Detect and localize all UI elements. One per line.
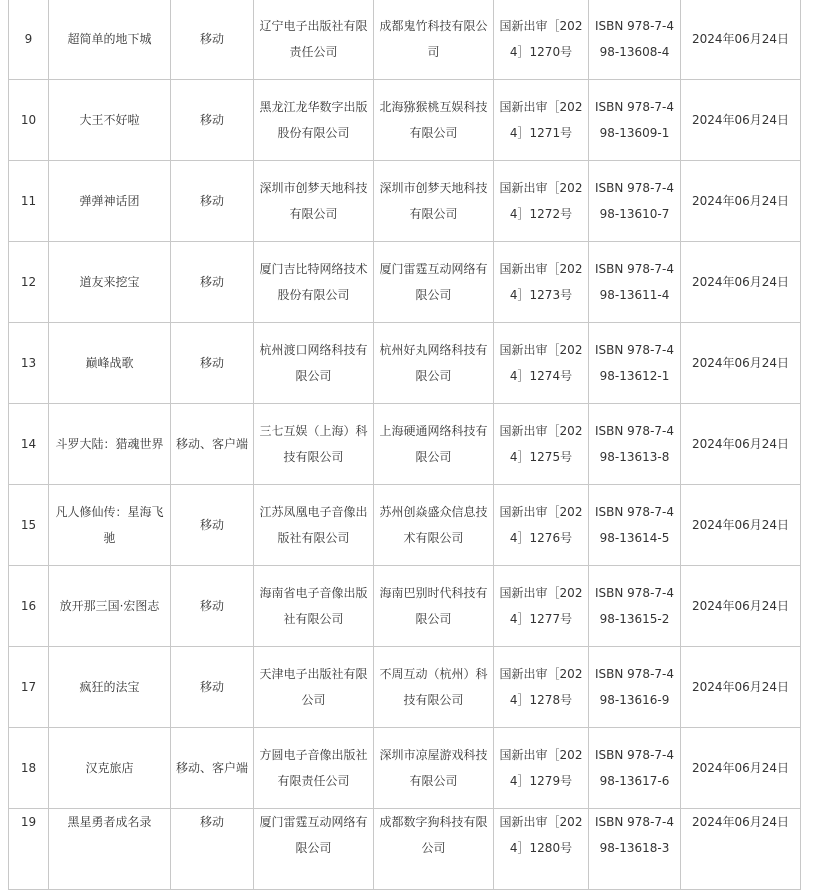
cell-category: 移动 [171,485,254,566]
cell-approval-no: 国新出审［2024］1280号 [494,809,589,890]
table-body [9,0,801,890]
cell-isbn: ISBN 978-7-498-13618-3 [589,809,681,890]
cell-publisher: 方圆电子音像出版社有限责任公司 [254,728,374,809]
cell-approval-no: 国新出审［2024］1270号 [494,0,589,80]
cell-category: 移动 [171,809,254,890]
cell-date: 2024年06月24日 [681,323,801,404]
table-row [9,242,801,323]
cell-date: 2024年06月24日 [681,728,801,809]
table-row [9,566,801,647]
cell-category: 移动 [171,242,254,323]
cell-isbn: ISBN 978-7-498-13615-2 [589,566,681,647]
cell-no: 13 [9,323,49,404]
cell-category: 移动、客户端 [171,404,254,485]
cell-operator: 成都数字狗科技有限公司 [374,809,494,890]
cell-game-name: 道友来挖宝 [49,242,171,323]
cell-game-name: 放开那三国·宏图志 [49,566,171,647]
table-row [9,809,801,890]
cell-operator: 成都鬼竹科技有限公司 [374,0,494,80]
cell-approval-no: 国新出审［2024］1277号 [494,566,589,647]
cell-game-name: 巅峰战歌 [49,323,171,404]
cell-no: 19 [9,809,49,890]
cell-isbn: ISBN 978-7-498-13614-5 [589,485,681,566]
table-row [9,0,801,80]
cell-no: 9 [9,0,49,80]
cell-game-name: 大王不好啦 [49,80,171,161]
table-row [9,161,801,242]
cell-publisher: 厦门雷霆互动网络有限公司 [254,809,374,890]
cell-category: 移动 [171,566,254,647]
cell-game-name: 疯狂的法宝 [49,647,171,728]
cell-publisher: 杭州渡口网络科技有限公司 [254,323,374,404]
table-row [9,728,801,809]
cell-date: 2024年06月24日 [681,80,801,161]
cell-category: 移动 [171,0,254,80]
cell-category: 移动 [171,323,254,404]
table-row [9,647,801,728]
cell-operator: 深圳市创梦天地科技有限公司 [374,161,494,242]
cell-isbn: ISBN 978-7-498-13617-6 [589,728,681,809]
cell-isbn: ISBN 978-7-498-13610-7 [589,161,681,242]
table-row [9,485,801,566]
cell-publisher: 三七互娱（上海）科技有限公司 [254,404,374,485]
cell-category: 移动、客户端 [171,728,254,809]
cell-publisher: 深圳市创梦天地科技有限公司 [254,161,374,242]
cell-operator: 北海猕猴桃互娱科技有限公司 [374,80,494,161]
table-row [9,404,801,485]
cell-isbn: ISBN 978-7-498-13609-1 [589,80,681,161]
cell-publisher: 辽宁电子出版社有限责任公司 [254,0,374,80]
cell-publisher: 江苏凤凰电子音像出版社有限公司 [254,485,374,566]
cell-game-name: 汉克旅店 [49,728,171,809]
cell-category: 移动 [171,80,254,161]
cell-no: 12 [9,242,49,323]
cell-isbn: ISBN 978-7-498-13613-8 [589,404,681,485]
approval-table [8,0,801,890]
cell-game-name: 超简单的地下城 [49,0,171,80]
cell-approval-no: 国新出审［2024］1274号 [494,323,589,404]
cell-approval-no: 国新出审［2024］1279号 [494,728,589,809]
cell-operator: 上海硬通网络科技有限公司 [374,404,494,485]
cell-operator: 厦门雷霆互动网络有限公司 [374,242,494,323]
cell-game-name: 弹弹神话团 [49,161,171,242]
cell-publisher: 厦门吉比特网络技术股份有限公司 [254,242,374,323]
cell-no: 10 [9,80,49,161]
cell-approval-no: 国新出审［2024］1271号 [494,80,589,161]
cell-no: 14 [9,404,49,485]
cell-publisher: 黑龙江龙华数字出版股份有限公司 [254,80,374,161]
cell-operator: 海南巴别时代科技有限公司 [374,566,494,647]
cell-game-name: 黑星勇者成名录 [49,809,171,890]
cell-date: 2024年06月24日 [681,0,801,80]
cell-publisher: 天津电子出版社有限公司 [254,647,374,728]
cell-isbn: ISBN 978-7-498-13616-9 [589,647,681,728]
cell-category: 移动 [171,647,254,728]
cell-no: 11 [9,161,49,242]
cell-operator: 深圳市凉屋游戏科技有限公司 [374,728,494,809]
cell-date: 2024年06月24日 [681,809,801,890]
cell-approval-no: 国新出审［2024］1275号 [494,404,589,485]
cell-category: 移动 [171,161,254,242]
cell-approval-no: 国新出审［2024］1272号 [494,161,589,242]
cell-isbn: ISBN 978-7-498-13611-4 [589,242,681,323]
cell-date: 2024年06月24日 [681,161,801,242]
table-row [9,80,801,161]
cell-publisher: 海南省电子音像出版社有限公司 [254,566,374,647]
cell-no: 18 [9,728,49,809]
cell-approval-no: 国新出审［2024］1276号 [494,485,589,566]
cell-no: 17 [9,647,49,728]
cell-isbn: ISBN 978-7-498-13608-4 [589,0,681,80]
cell-game-name: 斗罗大陆：猎魂世界 [49,404,171,485]
cell-approval-no: 国新出审［2024］1273号 [494,242,589,323]
cell-operator: 苏州创焱盛众信息技术有限公司 [374,485,494,566]
table-row [9,323,801,404]
cell-date: 2024年06月24日 [681,242,801,323]
cell-date: 2024年06月24日 [681,404,801,485]
cell-isbn: ISBN 978-7-498-13612-1 [589,323,681,404]
cell-operator: 不周互动（杭州）科技有限公司 [374,647,494,728]
cell-date: 2024年06月24日 [681,485,801,566]
cell-operator: 杭州好丸网络科技有限公司 [374,323,494,404]
cell-game-name: 凡人修仙传：星海飞驰 [49,485,171,566]
cell-no: 15 [9,485,49,566]
cell-date: 2024年06月24日 [681,566,801,647]
cell-approval-no: 国新出审［2024］1278号 [494,647,589,728]
cell-no: 16 [9,566,49,647]
cell-date: 2024年06月24日 [681,647,801,728]
